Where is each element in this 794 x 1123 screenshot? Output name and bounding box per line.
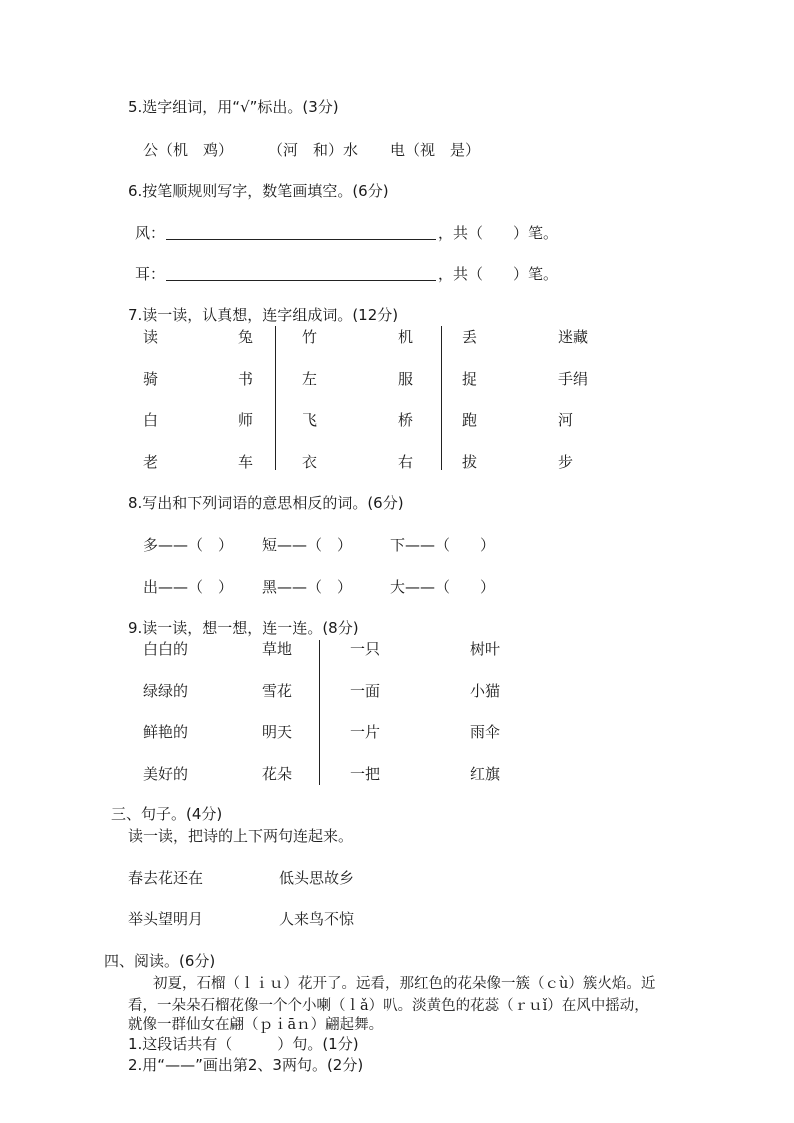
s4-passage-line-2: 看，一朵朵石榴花像一个个小喇（ｌǎ）叭。淡黄色的花蕊（ｒｕǐ）在风中摇动， [128,998,649,1014]
q7-g1-right-4: 车 [238,453,254,471]
q7-g3-right-2: 手绢 [558,370,589,388]
q8-item-2: 短——（ ） [262,536,353,554]
q7-divider-2 [441,326,442,470]
s4-title: 四、阅读。(6分) [104,952,216,970]
q7-g2-right-1: 机 [398,328,414,346]
q9-divider [319,640,320,785]
s3-title: 三、句子。(4分) [111,805,223,823]
q8-item-5: 黑——（ ） [262,578,353,596]
q5-item-3: 电（视 是） [390,141,481,159]
q6-tail-2: ，共（ ）笔。 [438,265,559,283]
q7-title: 7.读一读，认真想，连字组成词。(12分) [128,306,399,324]
q6-char-1: 风： [135,224,166,242]
q8-item-3: 下——（ ） [390,536,496,554]
q5-title: 5.选字组词，用“√”标出。(3分) [128,98,339,116]
q7-g2-right-4: 右 [398,453,414,471]
q9-left-a-1: 白白的 [143,640,189,658]
q8-item-6: 大——（ ） [390,578,496,596]
q8-title: 8.写出和下列词语的意思相反的词。(6分) [128,494,404,512]
q9-right-a-4: 一把 [350,765,381,783]
q9-right-a-1: 一只 [350,640,381,658]
q6-write-line-1[interactable] [166,239,436,240]
q7-g1-right-2: 书 [238,370,254,388]
q6-tail-1: ，共（ ）笔。 [438,224,559,242]
q6-char-2: 耳： [135,265,166,283]
q7-g2-left-3: 飞 [302,411,318,429]
q7-g3-right-3: 河 [558,411,574,429]
q9-right-b-1: 树叶 [470,640,501,658]
q5-item-1: 公（机 鸡） [143,141,234,159]
q7-g2-right-2: 服 [398,370,414,388]
q5-item-2: （河 和）水 [268,141,359,159]
q8-item-1: 多——（ ） [143,536,234,554]
q7-g1-left-4: 老 [143,453,159,471]
q9-right-a-2: 一面 [350,682,381,700]
q9-right-b-2: 小猫 [470,682,501,700]
q7-g3-left-3: 跑 [462,411,478,429]
q9-right-b-4: 红旗 [470,765,501,783]
q6-title: 6.按笔顺规则写字，数笔画填空。(6分) [128,182,389,200]
q7-g2-right-3: 桥 [398,411,414,429]
q9-left-b-3: 明天 [262,723,293,741]
s3-left-2: 举头望明月 [128,910,204,928]
q7-divider-1 [275,326,276,470]
q7-g1-right-3: 师 [238,411,254,429]
q7-g3-right-1: 迷藏 [558,328,589,346]
q9-right-a-3: 一片 [350,723,381,741]
q9-title: 9.读一读，想一想，连一连。(8分) [128,619,359,637]
q9-left-b-2: 雪花 [262,682,293,700]
q7-g3-left-1: 丢 [462,328,478,346]
s3-left-1: 春去花还在 [128,869,204,887]
q9-left-b-4: 花朵 [262,765,293,783]
s4-question-1: 1.这段话共有（ ）句。(1分) [128,1035,359,1053]
q9-left-a-2: 绿绿的 [143,682,189,700]
q7-g1-left-2: 骑 [143,370,159,388]
q7-g2-left-1: 竹 [302,328,318,346]
q9-left-a-4: 美好的 [143,765,189,783]
q7-g1-right-1: 兔 [238,328,254,346]
s4-passage-line-3: 就像一群仙女在翩（ｐｉāｎ）翩起舞。 [128,1017,384,1033]
q7-g3-left-4: 拔 [462,453,478,471]
q7-g2-left-4: 衣 [302,453,318,471]
q7-g1-left-3: 白 [143,411,159,429]
s3-instruction: 读一读，把诗的上下两句连起来。 [128,827,354,845]
q7-g3-left-2: 捉 [462,370,478,388]
q8-item-4: 出——（ ） [143,578,234,596]
s3-right-1: 低头思故乡 [279,869,355,887]
q7-g3-right-4: 步 [558,453,574,471]
s3-right-2: 人来鸟不惊 [279,910,355,928]
q7-g2-left-2: 左 [302,370,318,388]
q7-g1-left-1: 读 [143,328,159,346]
q6-write-line-2[interactable] [166,280,436,281]
q9-left-b-1: 草地 [262,640,293,658]
q9-right-b-3: 雨伞 [470,723,501,741]
q9-left-a-3: 鲜艳的 [143,723,189,741]
s4-question-2: 2.用“——”画出第2、3两句。(2分) [128,1056,364,1074]
s4-passage-line-1: 初夏，石榴（ｌｉｕ）花开了。远看，那红色的花朵像一簇（ｃù）簇火焰。近 [153,976,656,992]
